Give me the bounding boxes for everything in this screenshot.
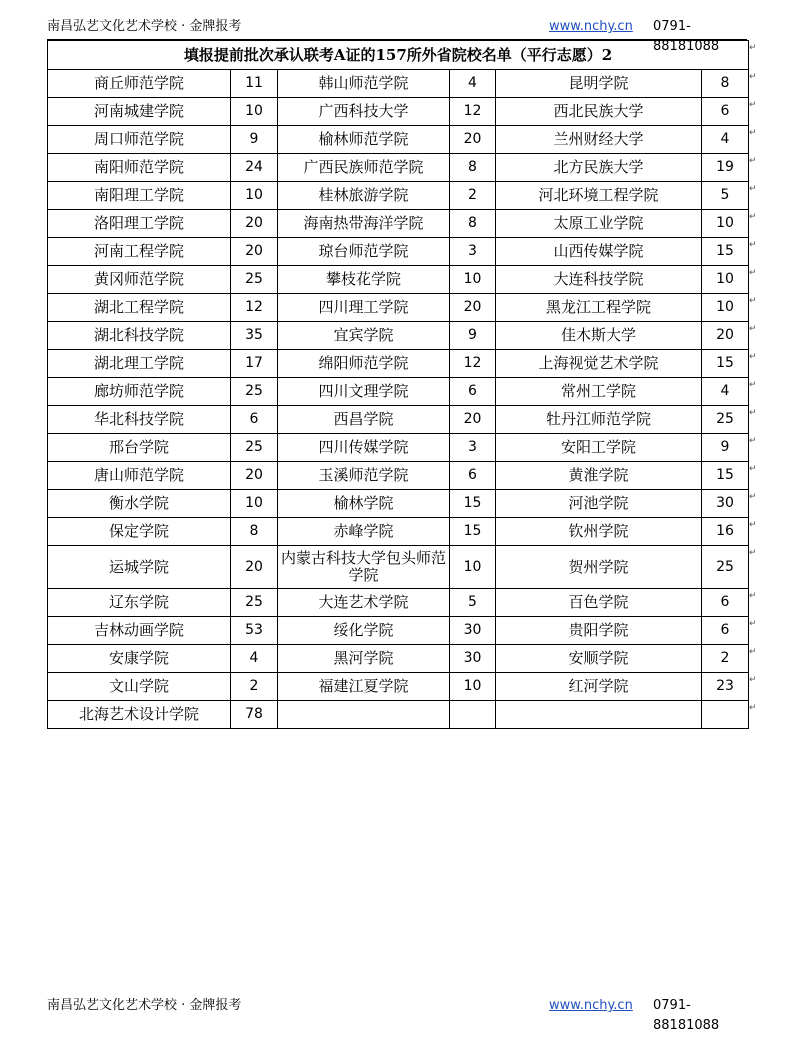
college-name-cell: 赤峰学院	[278, 518, 450, 546]
quota-cell: 10	[450, 673, 496, 701]
table-row	[48, 126, 749, 154]
quota-cell: 4	[450, 70, 496, 98]
college-name-cell: 大连艺术学院	[278, 589, 450, 617]
college-name-cell: 太原工业学院	[496, 210, 702, 238]
quota-cell: 10	[450, 546, 496, 589]
college-name-cell: 宜宾学院	[278, 322, 450, 350]
table-row	[48, 490, 749, 518]
quota-cell: 35	[231, 322, 278, 350]
quota-cell: 6	[702, 617, 749, 645]
quota-cell: 3	[450, 434, 496, 462]
college-name-cell: 黄冈师范学院	[48, 266, 231, 294]
college-name-cell: 牡丹江师范学院	[496, 406, 702, 434]
paragraph-mark-icon: ↵	[749, 127, 757, 138]
quota-cell: 10	[702, 210, 749, 238]
college-name-cell: 北方民族大学	[496, 154, 702, 182]
quota-cell: 10	[231, 490, 278, 518]
table-row	[48, 645, 749, 673]
paragraph-mark-icon: ↵	[749, 646, 757, 657]
table-row	[48, 182, 749, 210]
college-name-cell: 绥化学院	[278, 617, 450, 645]
quota-cell: 17	[231, 350, 278, 378]
college-name-cell: 榆林学院	[278, 490, 450, 518]
paragraph-mark-icon: ↵	[749, 183, 757, 194]
quota-cell: 2	[231, 673, 278, 701]
college-name-cell: 海南热带海洋学院	[278, 210, 450, 238]
college-name-cell: 邢台学院	[48, 434, 231, 462]
quota-cell: 10	[702, 266, 749, 294]
college-name-cell: 福建江夏学院	[278, 673, 450, 701]
college-name-cell: 攀枝花学院	[278, 266, 450, 294]
college-name-cell: 四川理工学院	[278, 294, 450, 322]
paragraph-mark-icon: ↵	[749, 491, 757, 502]
table-row	[48, 350, 749, 378]
college-name-cell: 榆林师范学院	[278, 126, 450, 154]
table-row	[48, 322, 749, 350]
quota-cell: 8	[450, 154, 496, 182]
college-name-cell: 周口师范学院	[48, 126, 231, 154]
paragraph-mark-icon: ↵	[749, 702, 757, 713]
paragraph-mark-icon: ↵	[749, 71, 757, 82]
quota-cell: 20	[231, 462, 278, 490]
paragraph-mark-icon: ↵	[749, 519, 757, 530]
quota-cell: 20	[450, 406, 496, 434]
quota-cell: 2	[450, 182, 496, 210]
quota-cell: 8	[702, 70, 749, 98]
quota-cell: 20	[231, 210, 278, 238]
quota-cell: 9	[450, 322, 496, 350]
quota-cell: 6	[450, 378, 496, 406]
paragraph-mark-icon: ↵	[749, 211, 757, 222]
quota-cell: 25	[702, 406, 749, 434]
table-title-row	[48, 41, 749, 70]
quota-cell: 6	[231, 406, 278, 434]
college-name-cell: 黑龙江工程学院	[496, 294, 702, 322]
table-row	[48, 266, 749, 294]
quota-cell: 20	[231, 546, 278, 589]
college-name-cell: 衡水学院	[48, 490, 231, 518]
quota-cell: 15	[450, 490, 496, 518]
college-name-cell: 山西传媒学院	[496, 238, 702, 266]
paragraph-mark-icon: ↵	[749, 547, 757, 558]
college-name-cell: 保定学院	[48, 518, 231, 546]
college-name-cell: 唐山师范学院	[48, 462, 231, 490]
quota-cell: 4	[702, 126, 749, 154]
college-name-cell: 黑河学院	[278, 645, 450, 673]
quota-cell: 19	[702, 154, 749, 182]
college-name-cell: 洛阳理工学院	[48, 210, 231, 238]
quota-cell: 12	[231, 294, 278, 322]
college-name-cell: 湖北理工学院	[48, 350, 231, 378]
quota-cell: 20	[231, 238, 278, 266]
table-row	[48, 518, 749, 546]
quota-cell: 15	[450, 518, 496, 546]
college-list-table	[47, 40, 749, 729]
paragraph-mark-icon: ↵	[749, 463, 757, 474]
table-row	[48, 294, 749, 322]
quota-cell: 30	[702, 490, 749, 518]
college-name-cell: 琼台师范学院	[278, 238, 450, 266]
header-school-name: 南昌弘艺文化艺术学校 · 金牌报考	[47, 19, 242, 34]
table-row	[48, 406, 749, 434]
quota-cell: 10	[231, 182, 278, 210]
college-name-cell: 黄淮学院	[496, 462, 702, 490]
quota-cell	[450, 701, 496, 729]
quota-cell: 30	[450, 645, 496, 673]
quota-cell: 15	[702, 238, 749, 266]
college-name-cell: 玉溪师范学院	[278, 462, 450, 490]
college-name-cell: 大连科技学院	[496, 266, 702, 294]
college-name-cell: 桂林旅游学院	[278, 182, 450, 210]
table-row	[48, 154, 749, 182]
table-row	[48, 98, 749, 126]
college-name-cell: 常州工学院	[496, 378, 702, 406]
quota-cell: 20	[702, 322, 749, 350]
page-footer	[47, 996, 747, 1033]
quota-cell: 9	[702, 434, 749, 462]
college-name-cell: 北海艺术设计学院	[48, 701, 231, 729]
college-name-cell	[278, 701, 450, 729]
header-website-link[interactable]: www.nchy.cn	[549, 19, 633, 34]
footer-website-link[interactable]: www.nchy.cn	[549, 998, 633, 1013]
paragraph-mark-icon: ↵	[749, 99, 757, 110]
footer-school-name: 南昌弘艺文化艺术学校 · 金牌报考	[47, 998, 242, 1013]
header-phone: 0791-88181088	[653, 19, 720, 54]
paragraph-mark-icon: ↵	[749, 379, 757, 390]
quota-cell: 15	[702, 462, 749, 490]
quota-cell: 20	[450, 126, 496, 154]
table-row	[48, 701, 749, 729]
college-name-cell: 贵阳学院	[496, 617, 702, 645]
college-name-cell: 昆明学院	[496, 70, 702, 98]
quota-cell: 12	[450, 98, 496, 126]
college-name-cell: 河池学院	[496, 490, 702, 518]
college-name-cell: 湖北科技学院	[48, 322, 231, 350]
paragraph-mark-icon: ↵	[749, 323, 757, 334]
quota-cell: 5	[702, 182, 749, 210]
college-name-cell: 河北环境工程学院	[496, 182, 702, 210]
college-name-cell: 四川传媒学院	[278, 434, 450, 462]
paragraph-mark-icon: ↵	[749, 590, 757, 601]
table-row	[48, 238, 749, 266]
college-name-cell: 韩山师范学院	[278, 70, 450, 98]
college-name-cell: 吉林动画学院	[48, 617, 231, 645]
table-row	[48, 462, 749, 490]
college-name-cell: 西北民族大学	[496, 98, 702, 126]
college-name-cell: 四川文理学院	[278, 378, 450, 406]
paragraph-mark-icon: ↵	[749, 674, 757, 685]
quota-cell: 25	[231, 378, 278, 406]
quota-cell: 6	[450, 462, 496, 490]
table-row	[48, 434, 749, 462]
table-row	[48, 546, 749, 589]
college-name-cell: 河南城建学院	[48, 98, 231, 126]
quota-cell: 6	[702, 589, 749, 617]
quota-cell: 53	[231, 617, 278, 645]
footer-phone: 0791-88181088	[653, 998, 720, 1033]
college-name-cell: 佳木斯大学	[496, 322, 702, 350]
college-name-cell: 辽东学院	[48, 589, 231, 617]
paragraph-mark-icon: ↵	[749, 407, 757, 418]
college-name-cell: 廊坊师范学院	[48, 378, 231, 406]
college-name-cell: 安康学院	[48, 645, 231, 673]
quota-cell: 78	[231, 701, 278, 729]
college-name-cell: 运城学院	[48, 546, 231, 589]
quota-cell: 6	[702, 98, 749, 126]
quota-cell: 10	[702, 294, 749, 322]
table-row	[48, 210, 749, 238]
college-name-cell: 内蒙古科技大学包头师范学院	[278, 546, 450, 589]
quota-cell: 4	[231, 645, 278, 673]
college-name-cell: 南阳师范学院	[48, 154, 231, 182]
quota-cell: 10	[231, 98, 278, 126]
college-name-cell: 河南工程学院	[48, 238, 231, 266]
quota-cell: 30	[450, 617, 496, 645]
college-name-cell: 红河学院	[496, 673, 702, 701]
quota-cell: 3	[450, 238, 496, 266]
page-header	[47, 17, 747, 54]
quota-cell: 9	[231, 126, 278, 154]
quota-cell: 24	[231, 154, 278, 182]
college-name-cell: 商丘师范学院	[48, 70, 231, 98]
paragraph-mark-icon: ↵	[749, 267, 757, 278]
quota-cell: 8	[231, 518, 278, 546]
table-row	[48, 673, 749, 701]
table-title: 填报提前批次承认联考A证的157所外省院校名单（平行志愿）2	[48, 41, 749, 70]
table-row	[48, 589, 749, 617]
table-row	[48, 617, 749, 645]
college-name-cell: 广西民族师范学院	[278, 154, 450, 182]
college-name-cell: 广西科技大学	[278, 98, 450, 126]
paragraph-mark-icon: ↵	[749, 351, 757, 362]
college-name-cell: 贺州学院	[496, 546, 702, 589]
college-name-cell: 安阳工学院	[496, 434, 702, 462]
paragraph-mark-icon: ↵	[749, 239, 757, 250]
quota-cell: 12	[450, 350, 496, 378]
quota-cell: 15	[702, 350, 749, 378]
paragraph-mark-icon: ↵	[749, 435, 757, 446]
paragraph-mark-icon: ↵	[749, 618, 757, 629]
college-name-cell	[496, 701, 702, 729]
paragraph-mark-icon: ↵	[749, 295, 757, 306]
paragraph-mark-icon: ↵	[749, 155, 757, 166]
quota-cell: 20	[450, 294, 496, 322]
quota-cell: 25	[702, 546, 749, 589]
quota-cell: 23	[702, 673, 749, 701]
college-name-cell: 兰州财经大学	[496, 126, 702, 154]
college-name-cell: 南阳理工学院	[48, 182, 231, 210]
table-row	[48, 70, 749, 98]
college-name-cell: 华北科技学院	[48, 406, 231, 434]
quota-cell: 11	[231, 70, 278, 98]
quota-cell: 10	[450, 266, 496, 294]
college-name-cell: 安顺学院	[496, 645, 702, 673]
college-name-cell: 西昌学院	[278, 406, 450, 434]
quota-cell	[702, 701, 749, 729]
college-name-cell: 绵阳师范学院	[278, 350, 450, 378]
quota-cell: 4	[702, 378, 749, 406]
quota-cell: 25	[231, 434, 278, 462]
college-name-cell: 钦州学院	[496, 518, 702, 546]
quota-cell: 2	[702, 645, 749, 673]
quota-cell: 5	[450, 589, 496, 617]
college-name-cell: 百色学院	[496, 589, 702, 617]
quota-cell: 16	[702, 518, 749, 546]
quota-cell: 25	[231, 589, 278, 617]
quota-cell: 8	[450, 210, 496, 238]
table-row	[48, 378, 749, 406]
college-name-cell: 文山学院	[48, 673, 231, 701]
college-name-cell: 上海视觉艺术学院	[496, 350, 702, 378]
quota-cell: 25	[231, 266, 278, 294]
college-name-cell: 湖北工程学院	[48, 294, 231, 322]
paragraph-mark-icon: ↵	[749, 42, 757, 53]
